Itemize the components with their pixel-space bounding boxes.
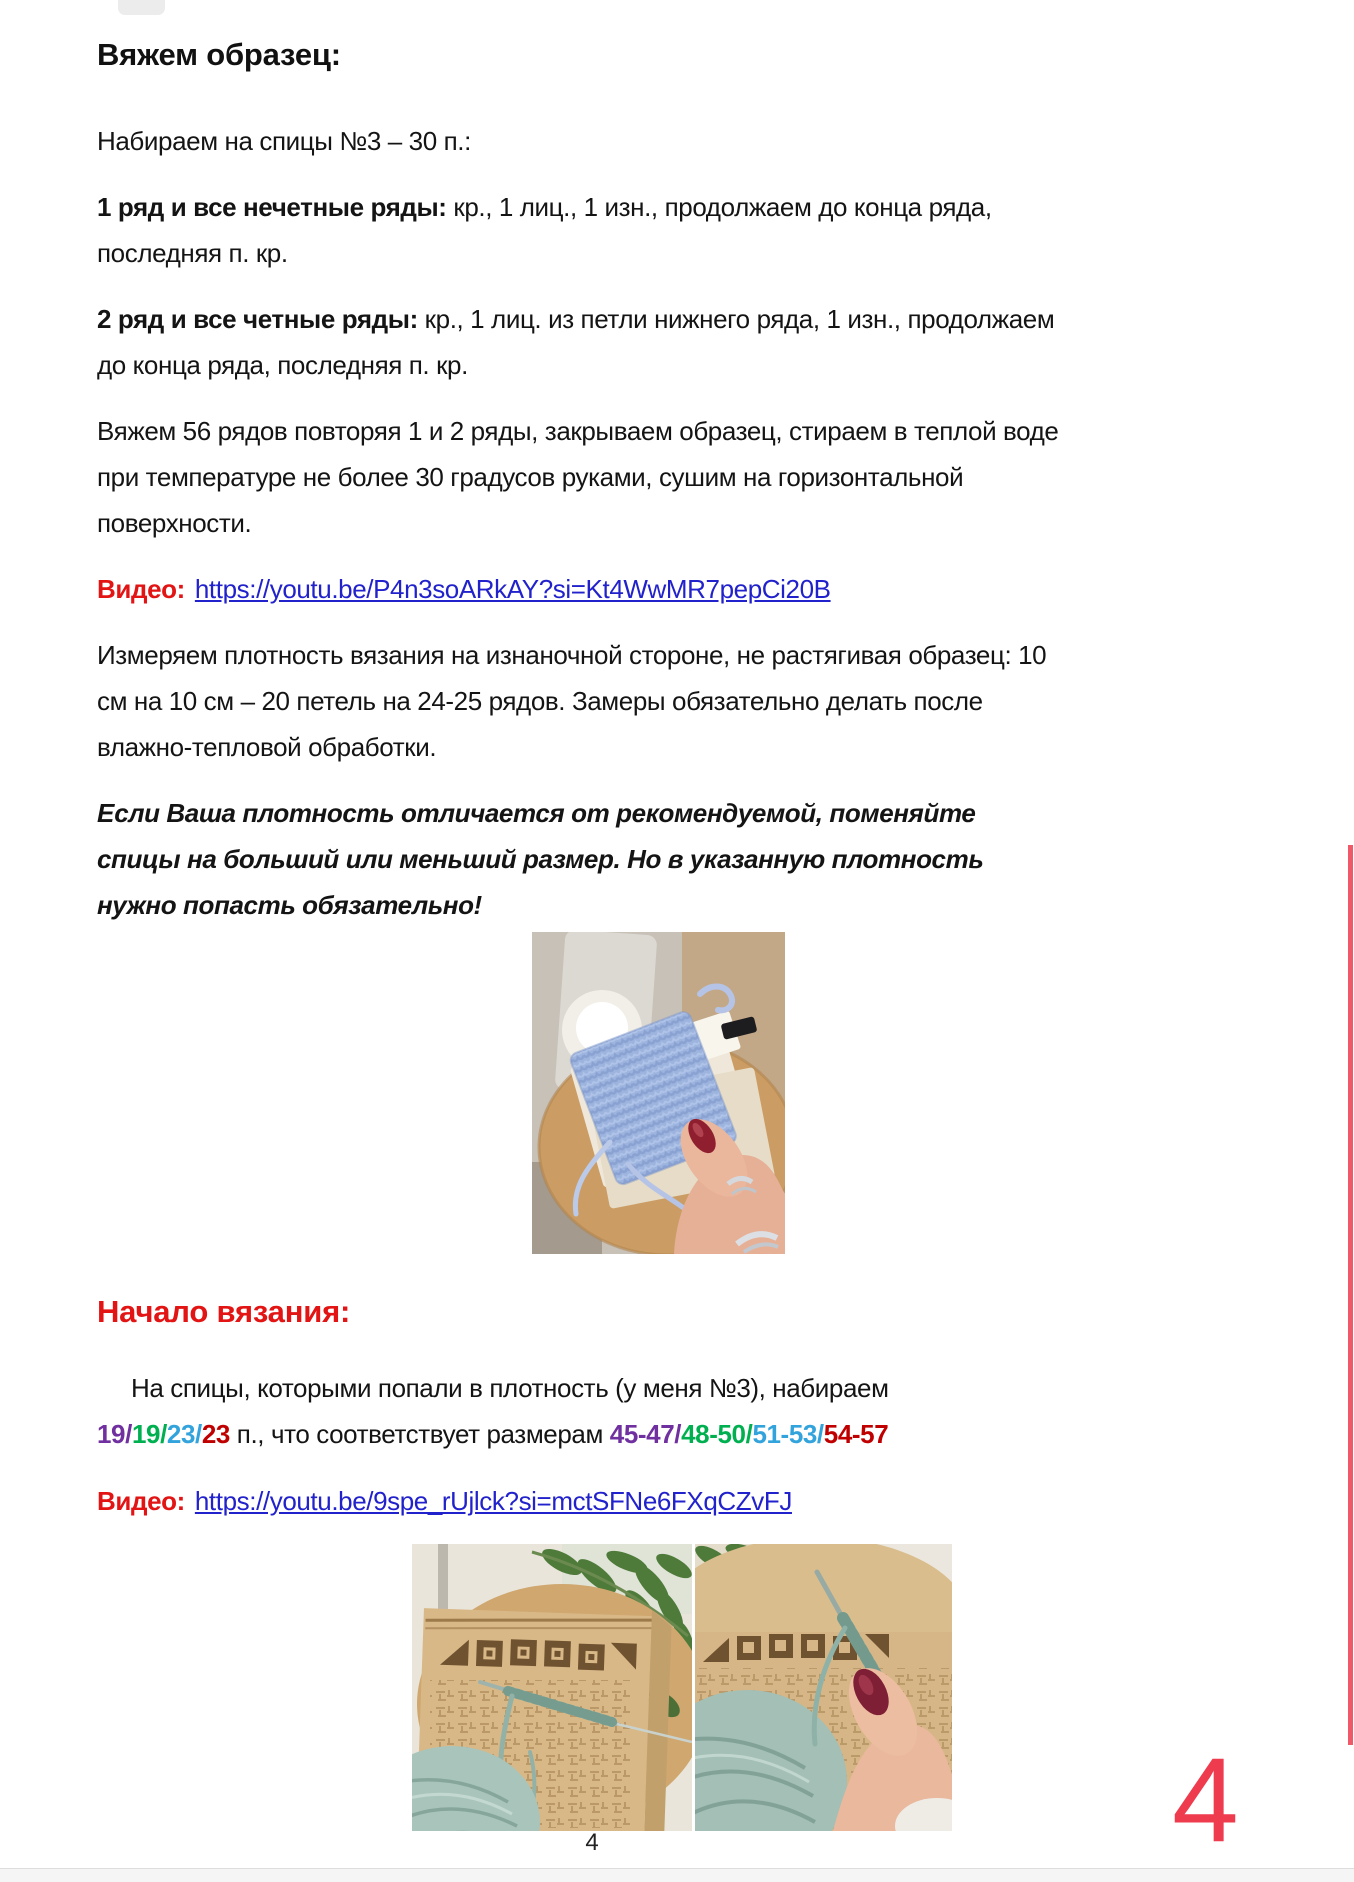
page-title: Вяжем образец:	[97, 37, 341, 72]
swatch-photo	[532, 932, 785, 1254]
right-edge-red-line	[1348, 845, 1353, 1745]
gauge-note-paragraph: Измеряем плотность вязания на изнаночной стороне, не растягивая образец: 10 см на 10 см – 20 петель на 24-25 рядов. Замеры обязательно делать после влажно-тепловой обработки.	[97, 640, 1047, 762]
cast-on-paragraph: Набираем на спицы №3 – 30 п.:	[97, 126, 471, 156]
size-segment: 51-53/	[752, 1419, 824, 1449]
cast-on-photo-row	[412, 1544, 1060, 1831]
row1-paragraph	[97, 184, 1060, 276]
video-line-2	[97, 1478, 1060, 1524]
cast-on-photo-1	[412, 1544, 692, 1831]
page-number: 4	[585, 1829, 599, 1856]
count-segment: 23	[201, 1419, 230, 1449]
video-label: Видео:	[97, 1486, 185, 1516]
size-segment: 48-50/	[681, 1419, 753, 1449]
cast-on-photo-2	[695, 1544, 952, 1831]
counts-suffix: п., что соответствует размерам	[229, 1419, 610, 1449]
size-segment: 54-57	[823, 1419, 889, 1449]
corner-page-number: 4	[1172, 1733, 1239, 1867]
row2-text: кр., 1 лиц. из петли нижнего ряда, 1 изн., продолжаем до конца ряда, последняя п. кр.	[97, 304, 1055, 380]
video-link-swatch[interactable]: https://youtu.be/P4n3soARkAY?si=Kt4WwMR7pepCi20B	[194, 574, 831, 604]
wash-note-paragraph: Вяжем 56 рядов повторяя 1 и 2 ряды, закрываем образец, стираем в теплой воде при температуре не более 30 градусов руками, сушим на горизонтальной поверхности.	[97, 416, 1059, 538]
count-segment: 23/	[166, 1419, 202, 1449]
video-label: Видео:	[97, 574, 185, 604]
row2-paragraph	[97, 296, 1060, 388]
row1-label: 1 ряд и все нечетные ряды:	[97, 192, 447, 222]
video-line-1	[97, 566, 1060, 612]
page-content	[97, 36, 1060, 1831]
cast-on-intro-paragraph	[97, 1365, 1060, 1457]
bottom-scroll-bar[interactable]	[0, 1868, 1354, 1882]
size-segment: 45-47/	[609, 1419, 682, 1449]
video-link-cast-on[interactable]: https://youtu.be/9spe_rUjlck?si=mctSFNe6FXqCZvFJ	[194, 1486, 792, 1516]
row1-text: кр., 1 лиц., 1 изн., продолжаем до конца ряда, последняя п. кр.	[97, 192, 992, 268]
count-segment: 19/	[97, 1419, 132, 1449]
count-segment: 19/	[131, 1419, 167, 1449]
section-title-start: Начало вязания:	[97, 1294, 351, 1329]
intro-text: На спицы, которыми попали в плотность (у меня №3), набираем	[131, 1373, 889, 1403]
cast-on-counts	[97, 1419, 230, 1449]
row2-label: 2 ряд и все четные ряды:	[97, 304, 418, 334]
scan-edge-artifact	[118, 0, 165, 15]
gauge-warning-paragraph: Если Ваша плотность отличается от рекомендуемой, поменяйте спицы на больший или меньший размер. Но в указанную плотность нужно попасть обязательно!	[97, 798, 984, 920]
size-ranges	[610, 1419, 888, 1449]
